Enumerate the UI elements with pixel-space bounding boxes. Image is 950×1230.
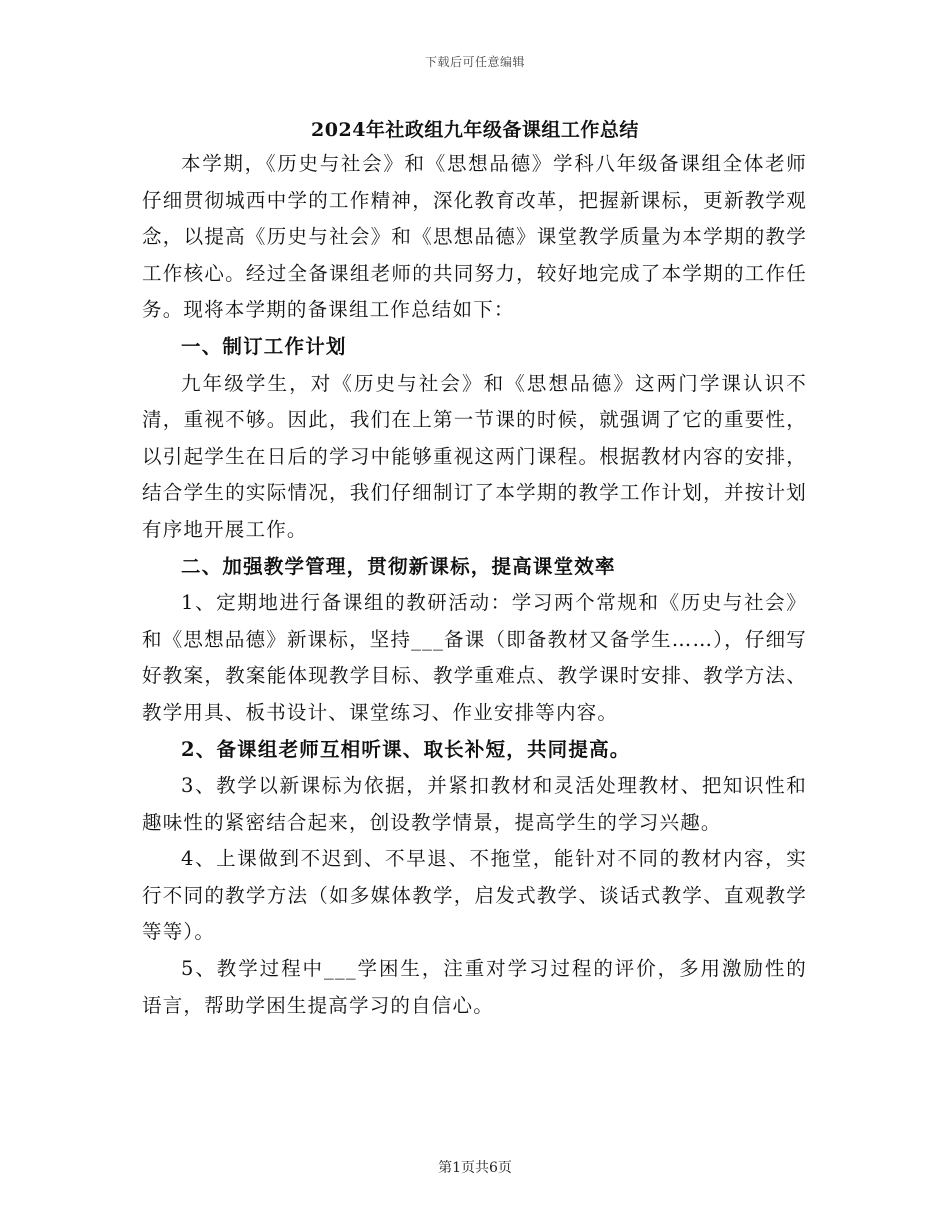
section-heading-2: 二、加强教学管理，贯彻新课标，提高课堂效率 xyxy=(181,554,616,578)
item-1-paragraph: 1、定期地进行备课组的教研活动：学习两个常规和《历史与社会》和《思想品德》新课标，坚持___备课（即备教材又备学生……），仔细写好教案，教案能体现教学目标、教学重难点、教学课时安排、教学方法、教学用具、板书设计、课堂练习、作业安排等内容。 xyxy=(142,591,807,724)
document-body xyxy=(142,146,807,1024)
intro-paragraph: 本学期，《历史与社会》和《思想品德》学科八年级备课组全体老师仔细贯彻城西中学的工作精神，深化教育改革，把握新课标，更新教学观念，以提高《历史与社会》和《思想品德》课堂教学质量为本学期的教学工作核心。经过全备课组老师的共同努力，较好地完成了本学期的工作任务。现将本学期的备课组工作总结如下： xyxy=(142,152,807,322)
item-3-paragraph: 3、教学以新课标为依据，并紧扣教材和灵活处理教材、把知识性和趣味性的紧密结合起来，创设教学情景，提高学生的学习兴趣。 xyxy=(142,774,807,834)
item-4-paragraph: 4、上课做到不迟到、不早退、不拖堂，能针对不同的教材内容，实行不同的教学方法（如多媒体教学，启发式教学、谈话式教学、直观教学等等）。 xyxy=(142,847,807,944)
header-note: 下载后可任意编辑 xyxy=(424,55,525,69)
page-footer: 第1页共6页 xyxy=(438,1160,512,1176)
item-2-paragraph: 2、备课组老师互相听课、取长补短，共同提高。 xyxy=(181,737,631,761)
section-1-paragraph: 九年级学生，对《历史与社会》和《思想品德》这两门学课认识不清，重视不够。因此，我们在上第一节课的时候，就强调了它的重要性，以引起学生在日后的学习中能够重视这两门课程。根据教材内容的安排，结合学生的实际情况，我们仔细制订了本学期的教学工作计划，并按计划有序地开展工作。 xyxy=(142,371,807,541)
item-5-paragraph: 5、教学过程中___学困生，注重对学习过程的评价，多用激励性的语言，帮助学困生提高学习的自信心。 xyxy=(142,957,807,1017)
section-heading-1: 一、制订工作计划 xyxy=(181,334,347,358)
document-title: 2024年社政组九年级备课组工作总结 xyxy=(311,119,639,141)
